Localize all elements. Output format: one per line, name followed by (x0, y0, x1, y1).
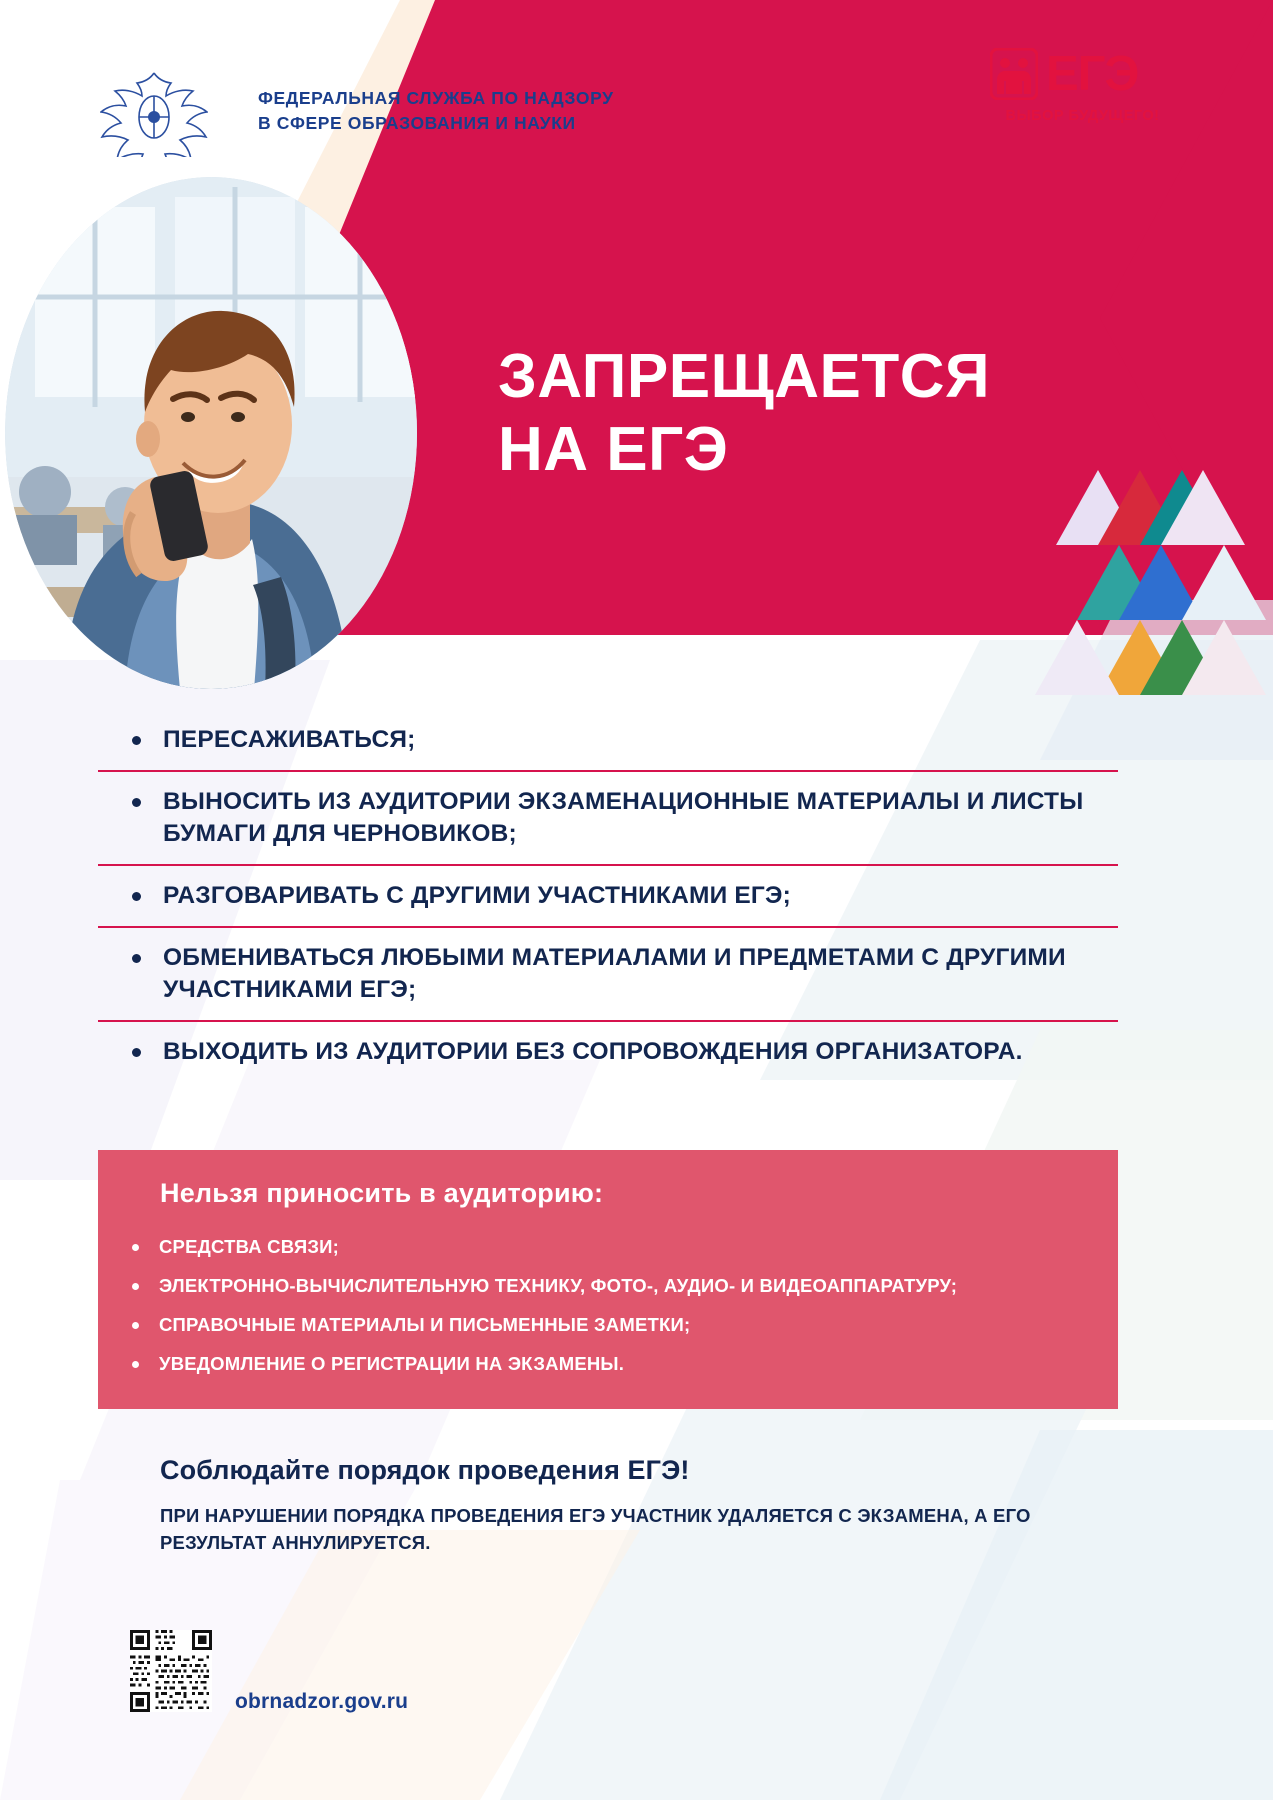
list-item (98, 928, 1118, 1022)
ege-wordmark: ЕГЭ (1046, 46, 1139, 101)
bullet-icon (132, 1322, 139, 1329)
footer-lead: Соблюдайте порядок проведения ЕГЭ! (160, 1455, 690, 1485)
rosobrnadzor-emblem-icon (100, 65, 208, 157)
bullet-icon (132, 1283, 139, 1290)
bullet-icon (132, 1244, 139, 1251)
rule-text: ОБМЕНИВАТЬСЯ ЛЮБЫМИ МАТЕРИАЛАМИ И ПРЕДМЕТАМИ С ДРУГИМИ УЧАСТНИКАМИ ЕГЭ; (163, 944, 1066, 1003)
qr-code[interactable] (130, 1630, 212, 1712)
forbidden-item-text: УВЕДОМЛЕНИЕ О РЕГИСТРАЦИИ НА ЭКЗАМЕНЫ. (159, 1353, 625, 1374)
ege-tagline: ВЫБОР БУДУЩЕГО! (1005, 108, 1160, 124)
agency-name-line1: ФЕДЕРАЛЬНАЯ СЛУЖБА ПО НАДЗОРУ (258, 88, 614, 108)
student-photo (5, 177, 418, 690)
forbidden-items-box (98, 1150, 1118, 1409)
bullet-icon (132, 892, 141, 901)
list-item (98, 1227, 1118, 1266)
bullet-icon (132, 736, 141, 745)
page-title-line1: ЗАПРЕЩАЕТСЯ (498, 342, 991, 411)
rules-list (98, 710, 1118, 1082)
page-title-line2: НА ЕГЭ (498, 415, 729, 484)
list-item (98, 1266, 1118, 1305)
forbidden-item-text: ЭЛЕКТРОННО-ВЫЧИСЛИТЕЛЬНУЮ ТЕХНИКУ, ФОТО-, АУДИО- И ВИДЕОАППАРАТУРУ; (159, 1275, 958, 1296)
footer (160, 1455, 1140, 1556)
list-item (98, 1022, 1118, 1082)
list-item (98, 1344, 1118, 1383)
agency-name-line2: В СФЕРЕ ОБРАЗОВАНИЯ И НАУКИ (258, 113, 576, 133)
list-item (98, 866, 1118, 928)
rule-text: ПЕРЕСАЖИВАТЬСЯ; (163, 726, 416, 753)
ege-mark-icon (990, 48, 1038, 100)
bullet-icon (132, 1048, 141, 1057)
list-item (98, 710, 1118, 772)
forbidden-item-text: СПРАВОЧНЫЕ МАТЕРИАЛЫ И ПИСЬМЕННЫЕ ЗАМЕТКИ; (159, 1314, 691, 1335)
page-title (498, 340, 990, 486)
rule-text: ВЫНОСИТЬ ИЗ АУДИТОРИИ ЭКЗАМЕНАЦИОННЫЕ МАТЕРИАЛЫ И ЛИСТЫ БУМАГИ ДЛЯ ЧЕРНОВИКОВ; (163, 788, 1084, 847)
header (0, 0, 1273, 640)
list-item (98, 772, 1118, 866)
forbidden-item-text: СРЕДСТВА СВЯЗИ; (159, 1236, 339, 1257)
website-link[interactable]: obrnadzor.gov.ru (235, 1690, 409, 1713)
footer-note: ПРИ НАРУШЕНИИ ПОРЯДКА ПРОВЕДЕНИЯ ЕГЭ УЧАСТНИК УДАЛЯЕТСЯ С ЭКЗАМЕНА, А ЕГО РЕЗУЛЬТАТ АННУЛИРУЕТСЯ. (160, 1505, 1031, 1553)
forbidden-items-title: Нельзя приносить в аудиторию: (160, 1178, 604, 1208)
agency-name (258, 86, 614, 136)
bullet-icon (132, 1361, 139, 1368)
list-item (98, 1305, 1118, 1344)
bullet-icon (132, 798, 141, 807)
bullet-icon (132, 954, 141, 963)
ege-logo (990, 48, 1175, 153)
rule-text: РАЗГОВАРИВАТЬ С ДРУГИМИ УЧАСТНИКАМИ ЕГЭ; (163, 882, 792, 909)
rule-text: ВЫХОДИТЬ ИЗ АУДИТОРИИ БЕЗ СОПРОВОЖДЕНИЯ ОРГАНИЗАТОРА. (163, 1038, 1023, 1065)
